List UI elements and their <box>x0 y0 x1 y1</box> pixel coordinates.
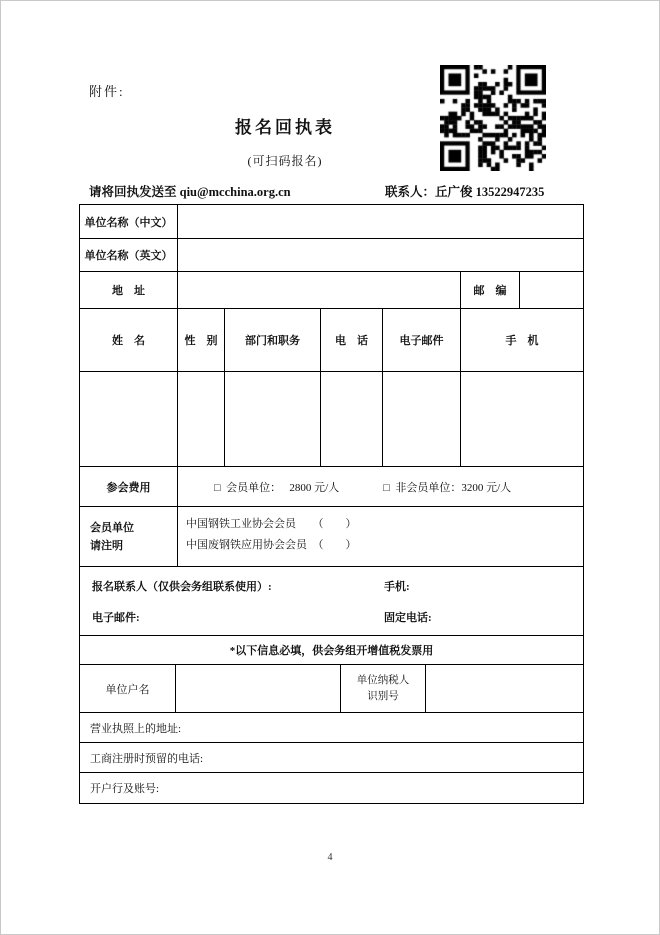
attendee-gender-cell <box>177 372 224 466</box>
membership-options-cell <box>177 507 583 566</box>
landline-label: 固定电话: <box>384 612 432 624</box>
fee-label: 参会费用 <box>106 481 151 494</box>
company-name-cn-value-cell <box>177 205 583 238</box>
row-account-tax <box>80 664 583 712</box>
row-bank-account <box>80 772 583 803</box>
postcode-value-cell <box>519 272 583 308</box>
license-address-label: 营业执照上的地址: <box>90 722 182 735</box>
attendee-header-department: 部门和职务 <box>224 309 320 371</box>
fee-non-member-checkbox-option: □ 非会员单位：3200 元/人 <box>383 481 512 494</box>
attendee-mobile-cell <box>460 372 583 466</box>
contact-info: 联系人：丘广俊 13522947235 <box>385 185 545 199</box>
row-invoice-note <box>80 635 583 664</box>
mobile-label: 手机: <box>384 581 410 593</box>
page-title: 报名回执表 <box>235 118 335 137</box>
attendee-email-cell <box>382 372 460 466</box>
row-registration-contact <box>80 566 583 635</box>
membership-option-scrap: 中国废钢铁应用协会会员 （ ） <box>186 539 357 551</box>
company-name-en-value-cell <box>177 239 583 271</box>
attendee-header-email: 电子邮件 <box>382 309 460 371</box>
registration-contact-cell <box>80 567 583 635</box>
address-value-cell <box>177 272 460 308</box>
attendee-header-phone: 电 话 <box>320 309 382 371</box>
membership-label: 会员单位 请注明 <box>90 521 134 552</box>
tax-id-label: 单位纳税人 识别号 <box>340 665 425 712</box>
row-attendee-entries <box>80 371 583 466</box>
tax-id-value-cell <box>425 665 583 712</box>
row-membership <box>80 506 583 566</box>
attendee-name-cell <box>80 372 177 466</box>
send-instruction: 请将回执发送至 qiu@mcchina.org.cn <box>89 185 291 199</box>
email-label: 电子邮件: <box>92 612 140 624</box>
registered-phone-label: 工商注册时预留的电话: <box>90 752 204 765</box>
page-subtitle: (可扫码报名) <box>247 154 323 168</box>
bank-account-label: 开户行及账号: <box>90 783 160 795</box>
fee-options-cell <box>177 467 583 506</box>
membership-option-cisa: 中国钢铁工业协会会员 （ ） <box>186 518 357 530</box>
attendee-header-name: 姓 名 <box>112 335 145 347</box>
invoice-note: *以下信息必填，供会务组开增值税发票用 <box>229 645 434 657</box>
row-company-name-en <box>80 238 583 271</box>
company-name-cn-label: 单位名称（中文） <box>84 216 173 229</box>
account-name-value-cell <box>175 665 340 712</box>
row-company-name-cn <box>80 205 583 238</box>
page-number: 4 <box>327 852 333 863</box>
attendee-department-cell <box>224 372 320 466</box>
registration-form-table <box>79 204 584 804</box>
title-block <box>79 113 491 169</box>
row-address <box>80 271 583 308</box>
row-attendee-headers <box>80 308 583 371</box>
row-fee <box>80 466 583 506</box>
postcode-label: 邮 编 <box>460 272 519 308</box>
account-name-label: 单位户名 <box>105 683 150 696</box>
reg-contact-label: 报名联系人（仅供会务组联系使用）: <box>92 581 272 593</box>
attachment-label: 附件: <box>89 84 125 99</box>
attendee-header-gender: 性 别 <box>177 309 224 371</box>
qr-code-icon <box>440 65 546 171</box>
company-name-en-label: 单位名称（英文） <box>84 250 173 262</box>
row-license-address <box>80 712 583 742</box>
row-registered-phone <box>80 742 583 772</box>
fee-member-checkbox-option: □ 会员单位： 2800 元/人 <box>214 481 340 494</box>
attendee-header-mobile: 手 机 <box>460 309 583 371</box>
address-label: 地 址 <box>112 285 145 297</box>
attendee-phone-cell <box>320 372 382 466</box>
